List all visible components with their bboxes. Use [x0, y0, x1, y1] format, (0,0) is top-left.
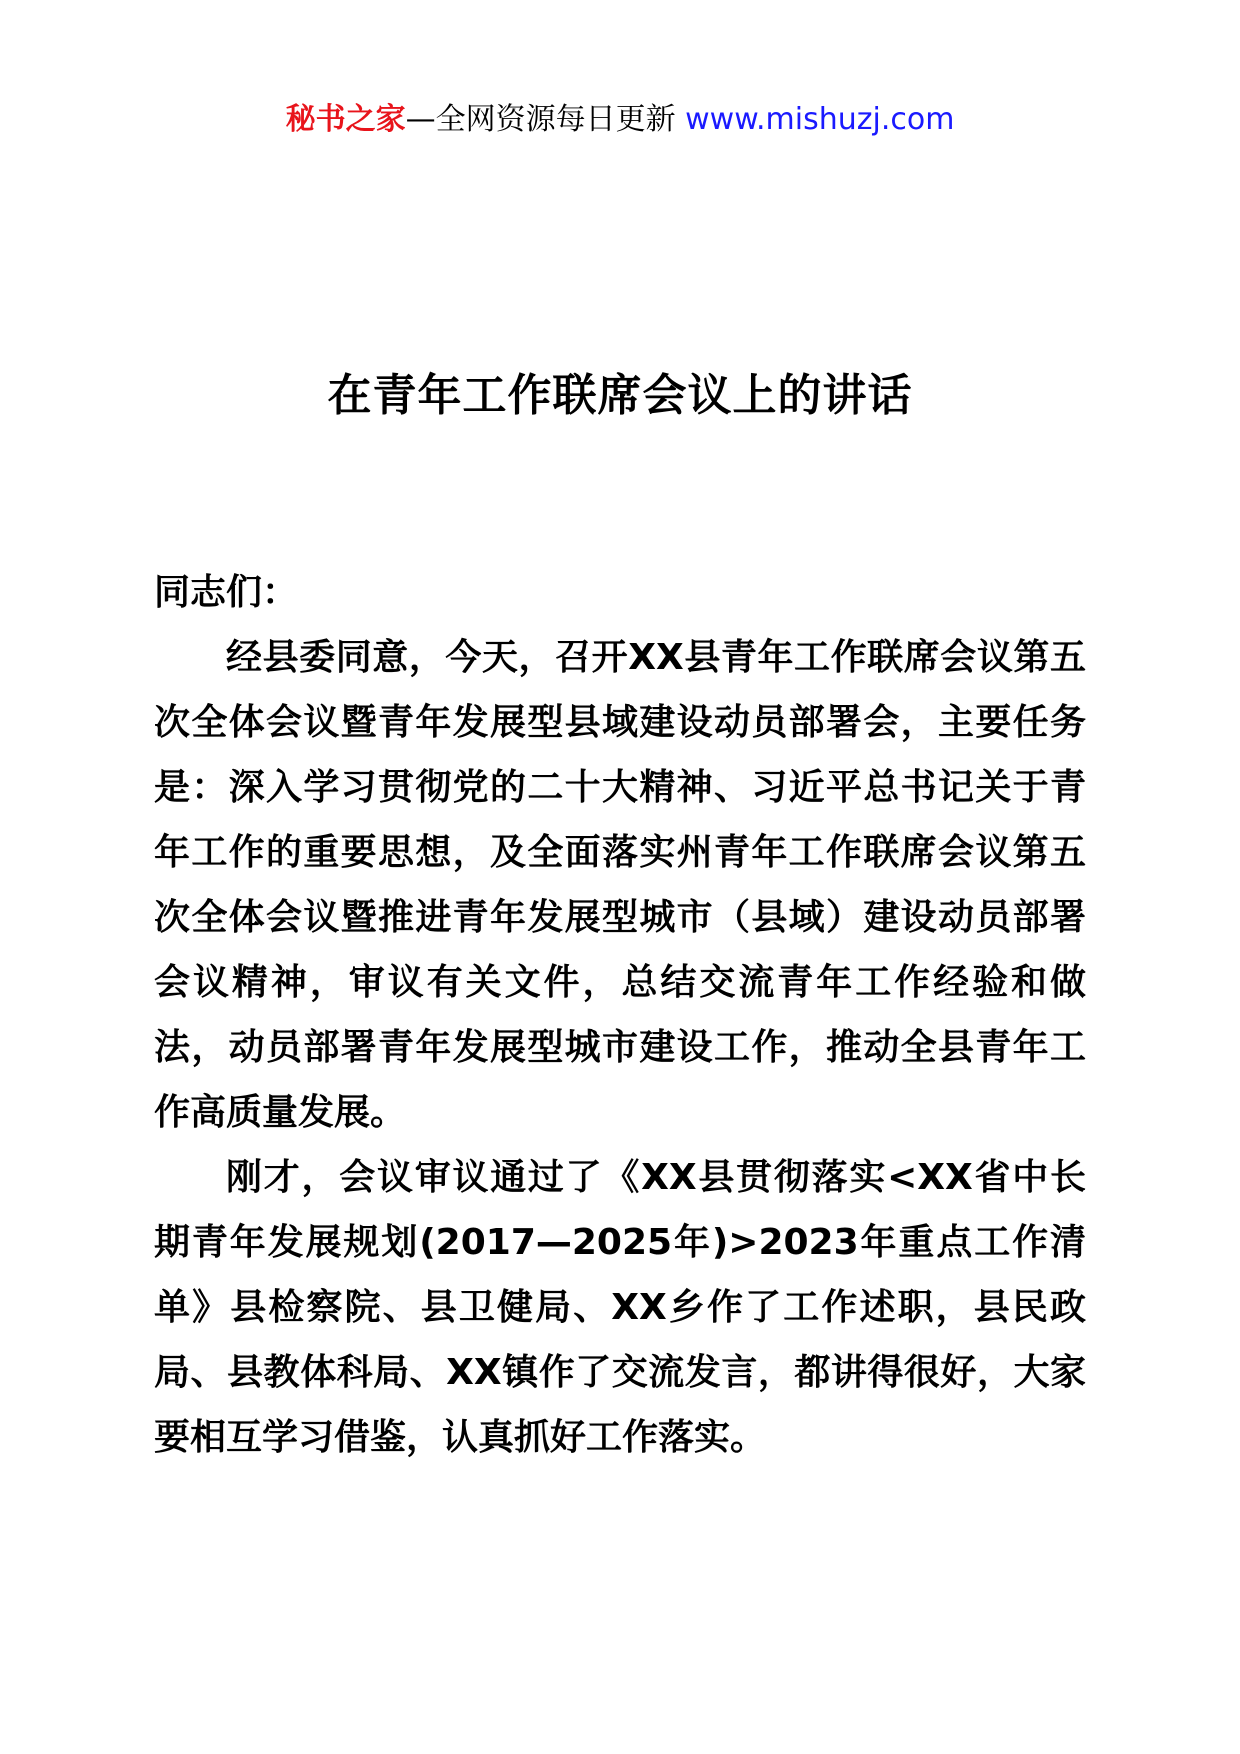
paragraph-1: 经县委同意，今天，召开XX县青年工作联席会议第五次全体会议暨青年发展型县域建设动员部署会，主要任务是：深入学习贯彻党的二十大精神、习近平总书记关于青年工作的重要思想，及全面落实州青年工作联席会议第五次全体会议暨推进青年发展型城市（县域）建设动员部署会议精神，审议有关文件，总结交流青年工作经验和做法，动员部署青年发展型城市建设工作，推动全县青年工作高质量发展。: [154, 637, 1086, 1133]
salutation: 同志们：: [154, 572, 299, 613]
paragraph-2: 刚才，会议审议通过了《XX县贯彻落实<XX省中长期青年发展规划(2017—2025年)>2023年重点工作清单》县检察院、县卫健局、XX乡作了工作述职，县民政局、县教体科局、XX镇作了交流发言，都讲得很好，大家要相互学习借鉴，认真抓好工作落实。: [154, 1157, 1086, 1458]
site-brand: 秘书之家: [285, 102, 406, 137]
site-url-link[interactable]: www.mishuzj.com: [685, 102, 955, 137]
document-body: [154, 560, 1086, 1470]
document-title: 在青年工作联席会议上的讲话: [327, 370, 913, 421]
site-header: [0, 100, 1240, 140]
site-tagline: —全网资源每日更新: [405, 102, 676, 137]
